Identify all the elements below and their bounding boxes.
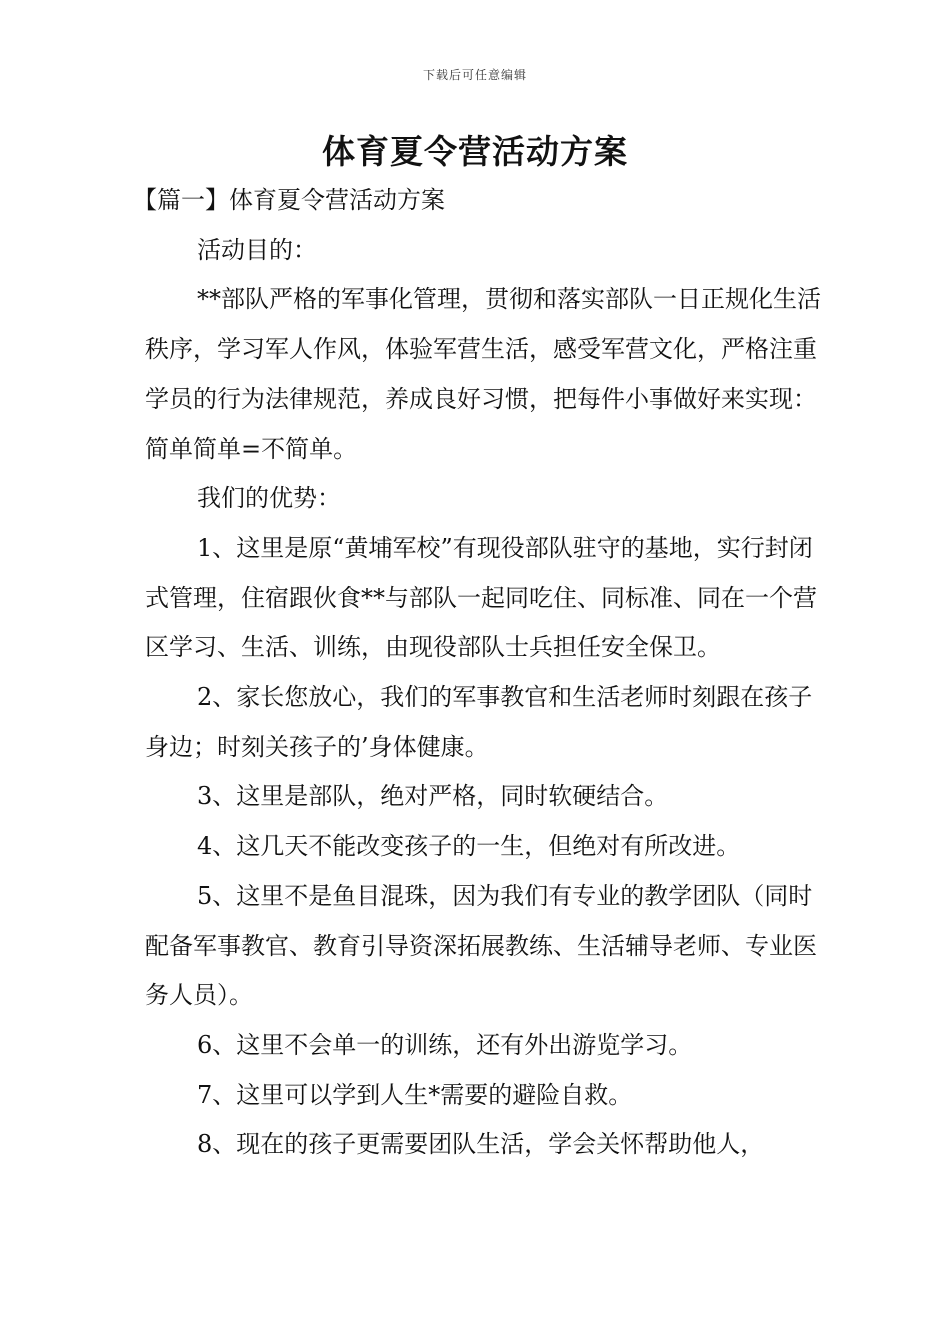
header-note: 下载后可任意编辑: [422, 68, 527, 82]
paragraph: 2、家长您放心，我们的军事教官和生活老师时刻跟在孩子身边；时刻关孩子的’身体健康。: [145, 683, 813, 761]
section-title: 【篇一】体育夏令营活动方案: [133, 186, 445, 214]
paragraph: 活动目的：: [197, 235, 317, 264]
document-body: [133, 176, 835, 1170]
paragraph: 3、这里是部队，绝对严格，同时软硬结合。: [197, 782, 669, 811]
paragraph: **部队严格的军事化管理，贯彻和落实部队一日正规化生活秩序，学习军人作风，体验军营生活，感受军营文化，严格注重学员的行为法律规范，养成良好习惯，把每件小事做好来实现：简单简单=不简单。: [145, 285, 821, 463]
paragraph: 4、这几天不能改变孩子的一生，但绝对有所改进。: [197, 832, 741, 861]
paragraph: 7、这里可以学到人生*需要的避险自救。: [197, 1080, 633, 1109]
paragraph: 我们的优势：: [197, 484, 341, 513]
paragraph: 1、这里是原“黄埔军校”有现役部队驻守的基地，实行封闭式管理，住宿跟伙食**与部队一起同吃住、同标准、同在一个营区学习、生活、训练，由现役部队士兵担任安全保卫。: [145, 533, 817, 662]
document-title: 体育夏令营活动方案: [322, 132, 628, 171]
paragraph: 6、这里不会单一的训练，还有外出游览学习。: [197, 1030, 693, 1059]
paragraph: 5、这里不是鱼目混珠，因为我们有专业的教学团队（同时配备军事教官、教育引导资深拓展教练、生活辅导老师、专业医务人员）。: [145, 881, 817, 1010]
paragraph: 8、现在的孩子更需要团队生活，学会关怀帮助他人，: [197, 1130, 765, 1159]
